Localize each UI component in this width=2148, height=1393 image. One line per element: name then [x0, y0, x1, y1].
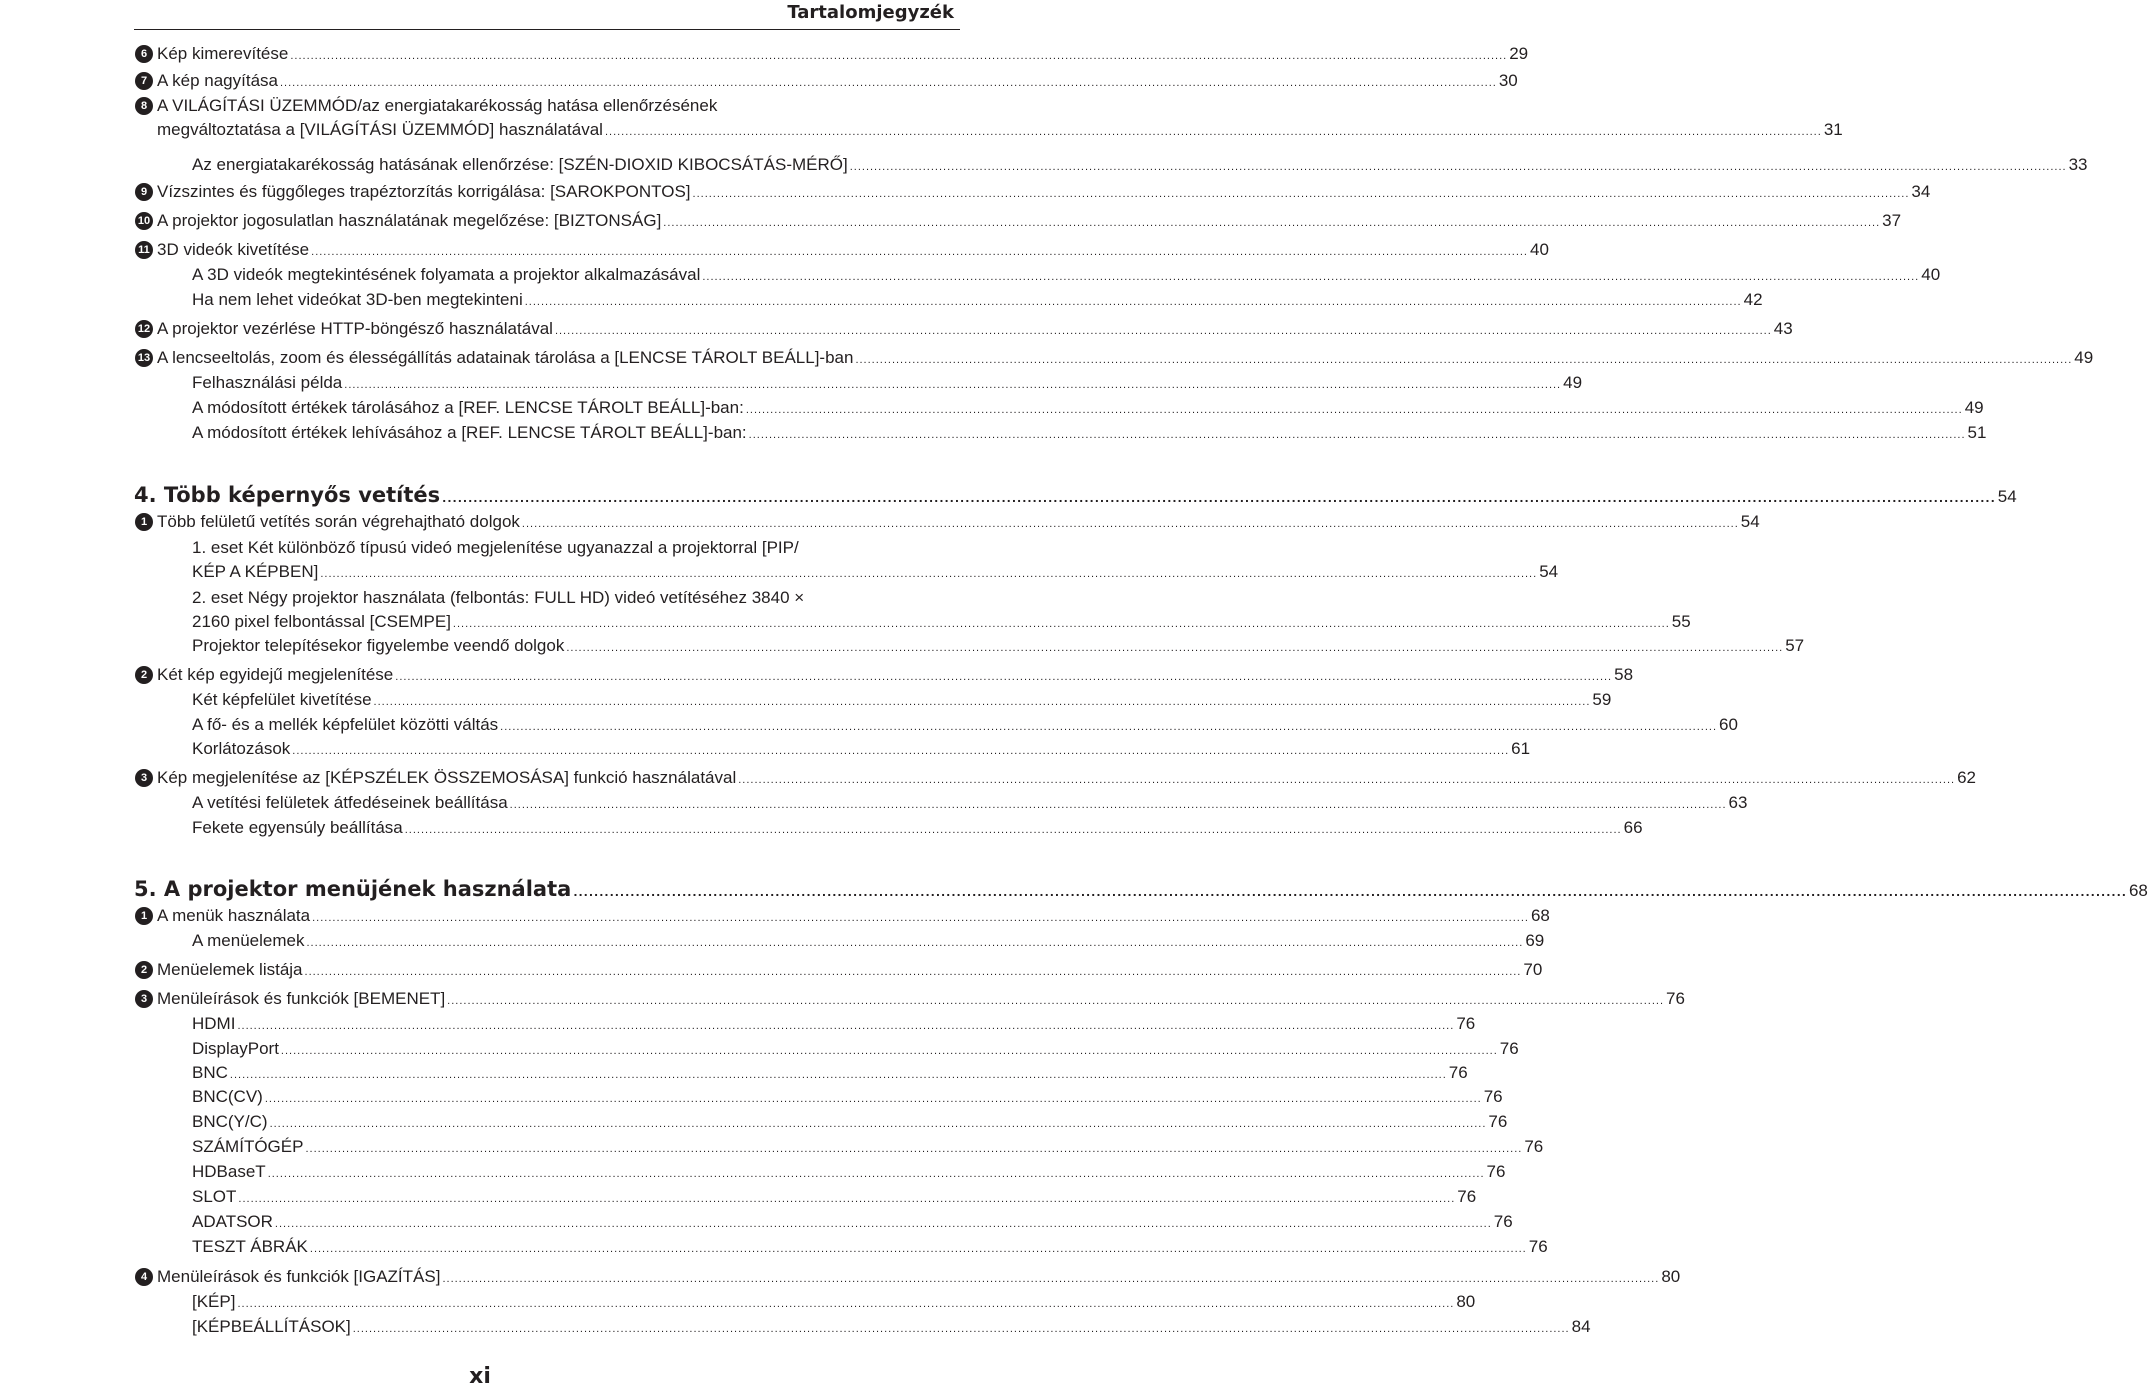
toc-entry[interactable]: [0, 1265, 1681, 1289]
toc-entry[interactable]: [0, 958, 1543, 982]
numbered-circle-icon: 1: [135, 907, 153, 925]
toc-entry[interactable]: [0, 371, 1583, 395]
page-number-ref: 49: [1964, 398, 1984, 417]
page-number-ref: 76: [1528, 1237, 1548, 1256]
toc-entry[interactable]: [0, 42, 1529, 66]
toc-entry-title: [KÉPBEÁLLÍTÁSOK]: [192, 1317, 351, 1336]
toc-entry[interactable]: [0, 987, 1685, 1011]
page-number-ref: 70: [1523, 960, 1543, 979]
page-number-ref: 40: [1921, 265, 1941, 284]
dot-leader: ............................................................................................................................................................................................................................................................................................................: [274, 1218, 1492, 1230]
page-number-ref: 60: [1719, 715, 1738, 734]
dot-leader: ............................................................................................................................................................................................................................................................................................................: [855, 354, 2073, 366]
dot-leader: ............................................................................................................................................................................................................................................................................................................: [264, 1093, 1482, 1105]
toc-entry-title: Kép kimerevítése: [157, 44, 289, 63]
page-number-ref: 30: [1498, 71, 1518, 90]
page-number-ref: 76: [1456, 1014, 1476, 1033]
toc-entry-title: Fekete egyensúly beállítása: [192, 818, 403, 837]
dot-leader: ............................................................................................................................................................................................................................................................................................................: [442, 492, 1996, 505]
toc-entry[interactable]: [0, 263, 1941, 287]
page-number-ref: 62: [1957, 768, 1977, 787]
numbered-circle-icon: 10: [135, 212, 153, 230]
page-number-ref: 58: [1614, 665, 1634, 684]
page-number-ref: 80: [1661, 1267, 1681, 1286]
toc-entry-title: A módosított értékek tárolásához a [REF. LENCSE TÁROLT BEÁLL]-ban:: [192, 398, 744, 417]
toc-entry-title: Menüleírások és funkciók [BEMENET]: [157, 989, 446, 1008]
numbered-circle-icon: 3: [135, 990, 153, 1008]
toc-entry[interactable]: [0, 153, 2088, 177]
toc-entry-title: A módosított értékek lehívásához a [REF. LENCSE TÁROLT BEÁLL]-ban:: [192, 423, 747, 442]
page-number-ref: 76: [1486, 1162, 1506, 1181]
dot-leader: ............................................................................................................................................................................................................................................................................................................: [290, 50, 1508, 62]
toc-entry-title: TESZT ÁBRÁK: [192, 1237, 308, 1256]
toc-entry-title: Ha nem lehet videókat 3D-ben megtekinteni: [192, 290, 523, 309]
numbered-circle-icon: 12: [135, 320, 153, 338]
toc-entry[interactable]: [0, 238, 1549, 262]
toc-entry-title: Korlátozások: [192, 739, 291, 758]
toc-entry[interactable]: [0, 1290, 1476, 1314]
dot-leader: ............................................................................................................................................................................................................................................................................................................: [312, 912, 1529, 924]
dot-leader: ............................................................................................................................................................................................................................................................................................................: [229, 1069, 1447, 1081]
page-number-ref: 76: [1493, 1212, 1513, 1231]
page-number-ref: 76: [1524, 1137, 1544, 1156]
dot-leader: ............................................................................................................................................................................................................................................................................................................: [500, 721, 1718, 733]
dot-leader: ............................................................................................................................................................................................................................................................................................................: [692, 188, 1910, 200]
toc-entry[interactable]: [0, 634, 1805, 658]
toc-entry[interactable]: [0, 1185, 1477, 1209]
toc-entry-title: A lencseeltolás, zoom és élességállítás adatainak tárolása a [LENCSE TÁROLT BEÁLL]-ban: [157, 348, 854, 367]
numbered-circle-icon: 3: [135, 769, 153, 787]
toc-entry-title: BNC(CV): [192, 1087, 263, 1106]
toc-entry[interactable]: [0, 1037, 1519, 1061]
dot-leader: ............................................................................................................................................................................................................................................................................................................: [554, 325, 1772, 337]
dot-leader: ............................................................................................................................................................................................................................................................................................................: [509, 799, 1727, 811]
toc-entry[interactable]: [0, 929, 1545, 953]
toc-entry-title: A fő- és a mellék képfelület közötti váltás: [192, 715, 499, 734]
toc-entry-title: A menük használata: [157, 906, 311, 925]
page-number-ref: 43: [1773, 319, 1793, 338]
page-number-ref: 42: [1743, 290, 1763, 309]
toc-entry[interactable]: [0, 317, 1793, 341]
page-number-ref: 57: [1785, 636, 1805, 655]
page-number-ref: 49: [2074, 348, 2094, 367]
page-number-ref: 76: [1483, 1087, 1503, 1106]
toc-entry-title: A vetítési felületek átfedéseinek beállítása: [192, 793, 508, 812]
dot-leader: ............................................................................................................................................................................................................................................................................................................: [566, 642, 1784, 654]
toc-entry[interactable]: [0, 1210, 1513, 1234]
toc-entry[interactable]: [0, 421, 1987, 445]
dot-leader: ............................................................................................................................................................................................................................................................................................................: [604, 126, 1822, 138]
toc-entry-line: [0, 536, 960, 560]
toc-entry-title: HDMI: [192, 1014, 236, 1033]
toc-entry-title: Projektor telepítésekor figyelembe veendő dolgok: [192, 636, 565, 655]
toc-entry-title: A 3D videók megtekintésének folyamata a projektor alkalmazásával: [192, 265, 701, 284]
dot-leader: ............................................................................................................................................................................................................................................................................................................: [292, 745, 1510, 757]
page-number-ref: 37: [1882, 211, 1902, 230]
dot-leader: ............................................................................................................................................................................................................................................................................................................: [447, 995, 1665, 1007]
toc-entry[interactable]: [0, 396, 1984, 420]
page-number-ref: 76: [1666, 989, 1685, 1008]
numbered-circle-icon: 6: [135, 45, 153, 63]
section-title: 5. A projektor menüjének használata: [134, 877, 572, 901]
dot-leader: ............................................................................................................................................................................................................................................................................................................: [373, 696, 1591, 708]
page-number-ref: 76: [1448, 1063, 1468, 1082]
dot-leader: ............................................................................................................................................................................................................................................................................................................: [663, 217, 1881, 229]
page-number-ref: 68: [1530, 906, 1550, 925]
page-number-ref: 55: [1671, 612, 1691, 631]
toc-entry-title: Több felületű vetítés során végrehajtható dolgok: [157, 512, 520, 531]
toc-entry[interactable]: [0, 766, 1977, 790]
dot-leader: ............................................................................................................................................................................................................................................................................................................: [849, 161, 2067, 173]
toc-entry[interactable]: [0, 209, 1902, 233]
numbered-circle-icon: 4: [135, 1268, 153, 1286]
numbered-circle-icon: 1: [135, 513, 153, 531]
dot-leader: ............................................................................................................................................................................................................................................................................................................: [304, 966, 1522, 978]
dot-leader: ............................................................................................................................................................................................................................................................................................................: [524, 296, 1742, 308]
toc-entry-title: [KÉP]: [192, 1292, 236, 1311]
dot-leader: ............................................................................................................................................................................................................................................................................................................: [311, 246, 1528, 258]
toc-entry-title-line1: 2. eset Négy projektor használata (felbontás: FULL HD) videó vetítéséhez 3840 ×: [192, 588, 805, 607]
toc-entry-line: [0, 586, 960, 610]
toc-entry-title: Az energiatakarékosság hatásának ellenőrzése: [SZÉN-DIOXID KIBOCSÁTÁS-MÉRŐ]: [192, 155, 848, 174]
toc-entry-title: Vízszintes és függőleges trapéztorzítás korrigálása: [SAROKPONTOS]: [157, 182, 691, 201]
dot-leader: ............................................................................................................................................................................................................................................................................................................: [305, 1143, 1523, 1155]
dot-leader: ............................................................................................................................................................................................................................................................................................................: [738, 774, 1956, 786]
numbered-circle-icon: 11: [135, 241, 153, 259]
toc-entry[interactable]: [0, 1135, 1544, 1159]
toc-entry-title: A projektor vezérlése HTTP-böngésző használatával: [157, 319, 553, 338]
toc-entry-title: ADATSOR: [192, 1212, 273, 1231]
dot-leader: ............................................................................................................................................................................................................................................................................................................: [748, 429, 1966, 441]
dot-leader: ............................................................................................................................................................................................................................................................................................................: [269, 1118, 1487, 1130]
numbered-circle-icon: 9: [135, 183, 153, 201]
toc-entry-title: SLOT: [192, 1187, 237, 1206]
page-number-ref: 33: [2068, 155, 2088, 174]
page-number-ref: 76: [1488, 1112, 1508, 1131]
toc-entry-title: Két képfelület kivetítése: [192, 690, 372, 709]
dot-leader: ............................................................................................................................................................................................................................................................................................................: [320, 568, 1538, 580]
toc-entry-title-line1: 1. eset Két különböző típusú videó megjelenítése ugyanazzal a projektorral [PIP/: [192, 538, 799, 557]
page-number-ref: 76: [1499, 1039, 1519, 1058]
toc-entry[interactable]: [0, 816, 1643, 840]
toc-entry[interactable]: [0, 69, 1518, 93]
numbered-circle-icon: 7: [135, 72, 153, 90]
page-number-ref: 34: [1911, 182, 1931, 201]
page-number-ref: 31: [1823, 120, 1843, 139]
toc-entry-title: Menüleírások és funkciók [IGAZÍTÁS]: [157, 1267, 441, 1286]
section-title: 4. Több képernyős vetítés: [134, 483, 441, 507]
dot-leader: ............................................................................................................................................................................................................................................................................................................: [395, 671, 1613, 683]
toc-section-heading[interactable]: [0, 480, 2017, 510]
dot-leader: ............................................................................................................................................................................................................................................................................................................: [279, 77, 1497, 89]
dot-leader: ............................................................................................................................................................................................................................................................................................................: [237, 1020, 1455, 1032]
dot-leader: ............................................................................................................................................................................................................................................................................................................: [306, 937, 1524, 949]
toc-entry[interactable]: [0, 904, 1550, 928]
toc-entry-title: BNC(Y/C): [192, 1112, 268, 1131]
toc-entry-title: A projektor jogosulatlan használatának megelőzése: [BIZTONSÁG]: [157, 211, 662, 230]
page-number-ref: 61: [1511, 739, 1531, 758]
toc-entry-title: Felhasználási példa: [192, 373, 343, 392]
toc-section-heading[interactable]: [0, 874, 2148, 904]
dot-leader: ............................................................................................................................................................................................................................................................................................................: [238, 1193, 1456, 1205]
header-divider: [134, 29, 960, 30]
page-number: xi: [469, 1364, 491, 1389]
page-number-ref: 59: [1592, 690, 1612, 709]
dot-leader: ............................................................................................................................................................................................................................................................................................................: [452, 618, 1670, 630]
toc-entry[interactable]: [0, 1235, 1548, 1259]
toc-entry[interactable]: [0, 688, 1612, 712]
toc-entry-title: BNC: [192, 1063, 228, 1082]
dot-leader: ............................................................................................................................................................................................................................................................................................................: [521, 518, 1739, 530]
toc-entry[interactable]: [0, 118, 1843, 142]
toc-entry[interactable]: [0, 737, 1531, 761]
toc-entry[interactable]: [0, 1315, 1591, 1339]
toc-entry[interactable]: [0, 1012, 1476, 1036]
page-header-title: Tartalomjegyzék: [787, 2, 954, 23]
toc-entry-title: megváltoztatása a [VILÁGÍTÁSI ÜZEMMÓD] használatával: [157, 120, 603, 139]
toc-entry[interactable]: [0, 346, 2094, 370]
dot-leader: ............................................................................................................................................................................................................................................................................................................: [573, 886, 2127, 899]
toc-entry-title: 2160 pixel felbontással [CSEMPE]: [192, 612, 451, 631]
page-number-ref: 51: [1967, 423, 1987, 442]
page-number-ref: 84: [1571, 1317, 1591, 1336]
numbered-circle-icon: 8: [135, 97, 153, 115]
page-number-ref: 54: [1997, 487, 2017, 506]
dot-leader: ............................................................................................................................................................................................................................................................................................................: [442, 1273, 1660, 1285]
toc-entry[interactable]: [0, 510, 1760, 534]
page-number-ref: 69: [1525, 931, 1545, 950]
toc-entry-title: KÉP A KÉPBEN]: [192, 562, 319, 581]
page-number-ref: 68: [2128, 881, 2148, 900]
toc-entry-title: Kép megjelenítése az [KÉPSZÉLEK ÖSSZEMOSÁSA] funkció használatával: [157, 768, 737, 787]
toc-entry[interactable]: [0, 610, 1691, 634]
dot-leader: ............................................................................................................................................................................................................................................................................................................: [702, 271, 1920, 283]
toc-entry[interactable]: [0, 663, 1634, 687]
dot-leader: ............................................................................................................................................................................................................................................................................................................: [352, 1323, 1570, 1335]
toc-entry[interactable]: [0, 1061, 1468, 1085]
dot-leader: ............................................................................................................................................................................................................................................................................................................: [745, 404, 1963, 416]
dot-leader: ............................................................................................................................................................................................................................................................................................................: [309, 1243, 1527, 1255]
toc-entry-title-line1: A VILÁGÍTÁSI ÜZEMMÓD/az energiatakarékosság hatása ellenőrzésének: [157, 96, 718, 115]
page-number-ref: 54: [1740, 512, 1760, 531]
dot-leader: ............................................................................................................................................................................................................................................................................................................: [237, 1298, 1455, 1310]
toc-entry-title: HDBaseT: [192, 1162, 266, 1181]
page-number-ref: 29: [1509, 44, 1529, 63]
toc-entry-title: 3D videók kivetítése: [157, 240, 310, 259]
toc-entry[interactable]: [0, 1160, 1506, 1184]
toc-entry[interactable]: [0, 180, 1931, 204]
dot-leader: ............................................................................................................................................................................................................................................................................................................: [267, 1168, 1485, 1180]
page-number-ref: 63: [1728, 793, 1748, 812]
toc-entry[interactable]: [0, 791, 1748, 815]
page-number-ref: 54: [1539, 562, 1559, 581]
toc-entry-title: Két kép egyidejű megjelenítése: [157, 665, 394, 684]
page-number-ref: 49: [1563, 373, 1583, 392]
dot-leader: ............................................................................................................................................................................................................................................................................................................: [280, 1045, 1498, 1057]
toc-entry[interactable]: [0, 1085, 1503, 1109]
numbered-circle-icon: 2: [135, 666, 153, 684]
toc-entry-title: A menüelemek: [192, 931, 305, 950]
toc-entry-title: Menüelemek listája: [157, 960, 303, 979]
numbered-circle-icon: 13: [135, 349, 153, 367]
dot-leader: ............................................................................................................................................................................................................................................................................................................: [344, 379, 1562, 391]
toc-entry[interactable]: [0, 560, 1559, 584]
page-number-ref: 76: [1457, 1187, 1477, 1206]
page-number-ref: 66: [1623, 818, 1643, 837]
toc-entry-line: [0, 94, 960, 118]
dot-leader: ............................................................................................................................................................................................................................................................................................................: [404, 824, 1622, 836]
toc-entry[interactable]: [0, 1110, 1508, 1134]
numbered-circle-icon: 2: [135, 961, 153, 979]
toc-entry-title: SZÁMÍTÓGÉP: [192, 1137, 304, 1156]
page-number-ref: 40: [1530, 240, 1549, 259]
toc-entry[interactable]: [0, 713, 1738, 737]
toc-entry-title: DisplayPort: [192, 1039, 279, 1058]
toc-entry[interactable]: [0, 288, 1763, 312]
toc-entry-title: A kép nagyítása: [157, 71, 278, 90]
page-number-ref: 80: [1456, 1292, 1476, 1311]
